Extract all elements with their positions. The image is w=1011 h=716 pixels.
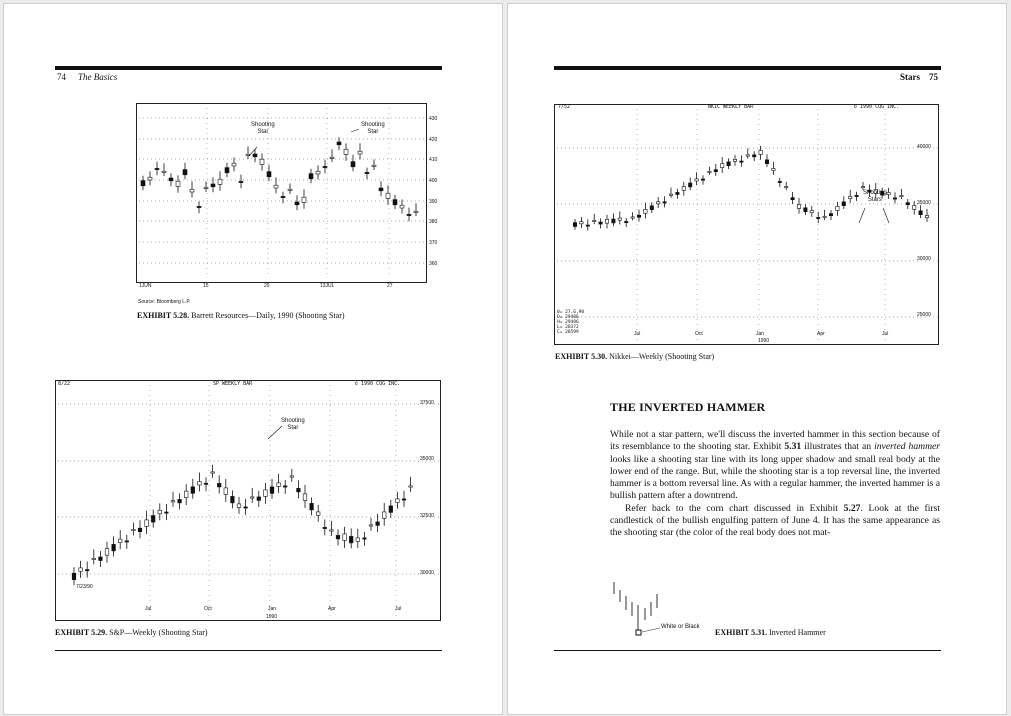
exhibit-5-30-top-title: NKIC WEEKLY BAR (708, 104, 754, 110)
exhibit-5-30-top-right: © 1990 CQG INC. (854, 104, 900, 110)
candle-body (155, 168, 159, 169)
candle-body (225, 168, 229, 173)
candle-body (165, 512, 169, 513)
exhibit-5-29-chart (55, 380, 441, 621)
candle-body (118, 539, 122, 543)
exhibit-5-28-annotation-2: Shooting Star (361, 122, 385, 135)
candle-body (644, 209, 647, 213)
candle-body (650, 206, 653, 210)
candle-body (382, 512, 386, 519)
exhibit-5-29-annotation: Shooting Star (281, 418, 305, 431)
candle-body (586, 225, 589, 226)
candle-body (605, 219, 608, 223)
candle-body (288, 189, 292, 190)
candle-body (204, 187, 208, 188)
exhibit-5-30-chart (554, 104, 939, 345)
exhibit-5-30-plot (555, 105, 940, 346)
caption-text: Barrett Resources—Daily, 1990 (Shooting Star) (191, 311, 345, 320)
candle-body (379, 188, 383, 191)
y-tick-3: 400 (429, 178, 438, 184)
candle-body (356, 538, 360, 542)
candle-body (72, 573, 76, 580)
paragraph-1: While not a star pattern, we'll discuss the inverted hammer in this section because of its resemblance to the shooting star. Exhibit 5.31 illustrates that an inverted hammer looks like a shooting star line with its long upper shadow and small real body at the lower end of the range. But, while the shooting star is a top reversal line, the inverted hammer is a bottom reversal line. As with a regular hammer, the inverted hammer is a bullish pattern after a downtrend. (610, 429, 940, 502)
caption-label: EXHIBIT 5.31. (715, 628, 768, 637)
candle-body (105, 549, 109, 556)
candle-body (217, 483, 221, 487)
exhibit-5-29-top-left: 8/22 (58, 381, 71, 387)
y-tick-3: 25000 (917, 312, 931, 318)
caption-text: S&P—Weekly (Shooting Star) (109, 628, 208, 637)
candle-body (191, 487, 195, 494)
candle-body (573, 223, 576, 227)
candle-body (224, 488, 228, 495)
candle-body (270, 487, 274, 494)
x-tick-3: Apr (817, 331, 825, 337)
candle-body (176, 181, 180, 186)
candle-body (372, 165, 376, 166)
candle-body (804, 208, 807, 212)
candle-body (778, 181, 781, 182)
exhibit-5-28-caption (137, 311, 345, 320)
exhibit-5-29-year: 1990 (266, 614, 278, 620)
caption-text: Nikkei—Weekly (Shooting Star) (609, 352, 715, 361)
candle-body (817, 217, 820, 218)
y-tick-2: 410 (429, 157, 438, 163)
candle-body (663, 202, 666, 203)
candle-body (183, 170, 187, 175)
candle-body (714, 170, 717, 172)
candle-body (323, 527, 327, 528)
candle-body (823, 217, 826, 218)
annotation-arrow (859, 208, 865, 223)
caption-label: EXHIBIT 5.29. (55, 628, 108, 637)
candle-body (855, 195, 858, 196)
candle-body (316, 512, 320, 516)
x-tick-4: Jul (882, 331, 889, 337)
candle-body (407, 214, 411, 215)
candle-body (386, 193, 390, 198)
candle-body (204, 483, 208, 484)
candle-body (708, 171, 711, 172)
candle-body (349, 536, 353, 543)
candle-body (400, 205, 404, 208)
candle-body (669, 194, 672, 195)
candle-body (158, 510, 162, 514)
x-tick-0: 1JUN (139, 283, 152, 289)
footer-rule-left (55, 650, 442, 651)
exhibit-5-28-annotation-1: Shooting Star (251, 122, 275, 135)
body-text (610, 429, 940, 540)
candle-body (178, 499, 182, 503)
candle-body (637, 215, 640, 217)
candle-body (689, 183, 692, 187)
candle-body (389, 506, 393, 513)
running-head-left: The Basics (78, 72, 118, 82)
x-tick-1: Oct (204, 606, 212, 612)
candle-body (351, 162, 355, 167)
candle-body (676, 192, 679, 194)
y-tick-2: 30000 (917, 256, 931, 262)
annotation-arrow (883, 208, 889, 223)
candle-body (239, 181, 243, 182)
candle-body (612, 219, 615, 223)
candle-body (810, 211, 813, 213)
y-tick-0: 430 (429, 116, 438, 122)
x-tick-2: Jan (268, 606, 277, 612)
running-head-right: Stars (900, 72, 920, 82)
candle-body (260, 159, 264, 164)
candle-body (765, 160, 768, 164)
candle-body (244, 507, 248, 508)
candle-body (337, 142, 341, 145)
exhibit-5-29-plot (56, 381, 442, 622)
candle-body (365, 172, 369, 173)
candle-body (785, 187, 788, 188)
candle-body (913, 206, 916, 210)
candle-body (625, 221, 628, 222)
candle-body (721, 164, 724, 168)
candle-body (797, 205, 800, 209)
candle-body (253, 154, 257, 157)
paragraph-2: Refer back to the corn chart discussed in Exhibit 5.27. Look at the first candlestick of the bullish engulfing pattern of June 4. It has the same appearance as the shooting star (the color of the real body does not mat- (610, 502, 940, 539)
y-tick-2: 32500 (420, 513, 434, 519)
y-tick-0: 40000 (917, 144, 931, 150)
exhibit-5-31-label: White or Black (661, 624, 700, 630)
candle-body (925, 216, 928, 218)
candle-body (836, 207, 839, 211)
candle-body (402, 499, 406, 500)
candle-body (344, 149, 348, 154)
candle-body (277, 483, 281, 487)
candle-body (148, 177, 152, 180)
candle-body (376, 522, 380, 526)
candle-body (323, 166, 327, 167)
candle-body (727, 162, 730, 166)
candle-body (309, 174, 313, 179)
candle-body (132, 530, 136, 531)
exhibit-5-29-top-right: © 1990 CQG INC. (355, 381, 401, 387)
candle-body (295, 202, 299, 205)
candle-body (759, 151, 762, 155)
candle-body (791, 198, 794, 200)
candle-body (772, 169, 775, 171)
candle-body (274, 185, 278, 188)
candle-body (682, 187, 685, 191)
x-tick-1: Oct (695, 331, 703, 337)
candle-body (861, 187, 864, 188)
x-tick-1: 15 (203, 283, 209, 289)
candle-body (141, 181, 145, 186)
candle-body (631, 217, 634, 218)
candle-body (145, 520, 149, 527)
x-tick-2: 29 (264, 283, 270, 289)
y-tick-0: 37500 (420, 400, 434, 406)
candle-body (396, 499, 400, 503)
y-tick-1: 35000 (420, 456, 434, 462)
candle-body (842, 202, 845, 206)
footer-rule-right (554, 650, 941, 651)
candle-body (701, 179, 704, 180)
candle-body (599, 222, 602, 224)
x-tick-3: 13JUL (320, 283, 335, 289)
candle-body (919, 211, 922, 215)
exhibit-5-29-low-label: 7/23/90 (76, 584, 93, 590)
candle-body (900, 196, 903, 197)
caption-text: Inverted Hammer (769, 628, 826, 637)
candle-body (829, 214, 832, 216)
candle-body (79, 568, 83, 572)
y-tick-1: 35000 (917, 200, 931, 206)
candle-body (162, 171, 166, 172)
candle-body (257, 497, 261, 501)
candle-body (197, 206, 201, 207)
candle-body (92, 558, 96, 559)
exhibit-5-29-top-title: SP WEEKLY BAR (213, 381, 253, 387)
page-number-left: 74 (57, 72, 66, 82)
candle-body (733, 159, 736, 161)
candle-body (297, 488, 301, 492)
candle-body (849, 197, 852, 199)
candle-body (369, 525, 373, 526)
y-tick-7: 360 (429, 261, 438, 267)
candle-body (302, 197, 306, 202)
exhibit-5-30-caption (555, 352, 714, 361)
candle-body (169, 178, 173, 181)
candle-body (112, 544, 116, 551)
candle-body (218, 179, 222, 184)
x-tick-0: Jul (634, 331, 641, 337)
candle-body (190, 189, 194, 192)
exhibit-5-30-year: 1990 (758, 338, 770, 344)
candle-body (138, 528, 142, 532)
candle-body (264, 490, 268, 497)
exhibit-5-29-caption (55, 628, 208, 637)
candle-body (237, 504, 241, 508)
page-number-right: 75 (929, 72, 938, 82)
candle-body (409, 486, 413, 487)
x-tick-3: Apr (328, 606, 336, 612)
candle-body (393, 200, 397, 205)
candle-body (330, 157, 334, 158)
candle-body (695, 179, 698, 181)
candle-body (232, 163, 236, 166)
candle-body (290, 476, 294, 477)
header-rule-left (55, 66, 442, 70)
candle-body (99, 557, 103, 561)
candle-body (283, 486, 287, 487)
x-tick-4: Jul (395, 606, 402, 612)
candle-body (281, 196, 285, 197)
candle-body (887, 193, 890, 195)
x-tick-4: 27 (387, 283, 393, 289)
section-title: THE INVERTED HAMMER (610, 400, 766, 414)
candle-body (316, 171, 320, 174)
exhibit-5-30-top-left: 7/52 (558, 104, 571, 110)
candle-body (231, 496, 235, 503)
candle-body (330, 530, 334, 531)
candle-body (211, 472, 215, 473)
candle-body (746, 155, 749, 156)
exhibit-5-31-illustration (605, 580, 675, 640)
annotation-arrow (351, 129, 359, 132)
caption-label: EXHIBIT 5.28. (137, 311, 190, 320)
candle-body (250, 497, 254, 498)
candle-body (657, 202, 660, 204)
candle-body (414, 211, 418, 212)
y-tick-4: 390 (429, 199, 438, 205)
candle-body (893, 198, 896, 199)
candle-body (580, 222, 583, 224)
x-tick-0: Jul (145, 606, 152, 612)
exhibit-5-30-annotation: Shooting Stars (863, 190, 887, 203)
candle-body (267, 172, 271, 177)
exhibit-5-31-caption (715, 628, 826, 637)
caption-label: EXHIBIT 5.30. (555, 352, 608, 361)
candle-body (343, 534, 347, 541)
candle-body (171, 501, 175, 502)
candle-body (740, 161, 743, 162)
candle-body (184, 491, 188, 498)
y-tick-3: 30000 (420, 570, 434, 576)
candle-body (125, 541, 129, 542)
candle-body (310, 503, 314, 510)
candle-body (151, 516, 155, 523)
annotation-arrow (268, 426, 282, 439)
candle-body (336, 535, 340, 539)
exhibit-5-30-price-legend: 0= 27,6,90 O= 29486 H= 29486 L= 28372 C= 28599 (557, 310, 585, 335)
candle-body (363, 538, 367, 539)
candle-body (198, 482, 202, 486)
candle-body (211, 184, 215, 187)
y-tick-1: 420 (429, 137, 438, 143)
candle-body (593, 221, 596, 222)
candle-body (618, 218, 621, 220)
candle-body (85, 570, 89, 571)
candle-body (358, 151, 362, 154)
header-rule-right (554, 66, 941, 70)
candle-body (906, 203, 909, 205)
x-tick-2: Jan (756, 331, 765, 337)
y-tick-5: 380 (429, 219, 438, 225)
candle-body (303, 494, 307, 501)
y-tick-6: 370 (429, 240, 438, 246)
candle-body (753, 155, 756, 157)
exhibit-5-28-source: Source: Bloomberg L.P. (138, 299, 191, 305)
